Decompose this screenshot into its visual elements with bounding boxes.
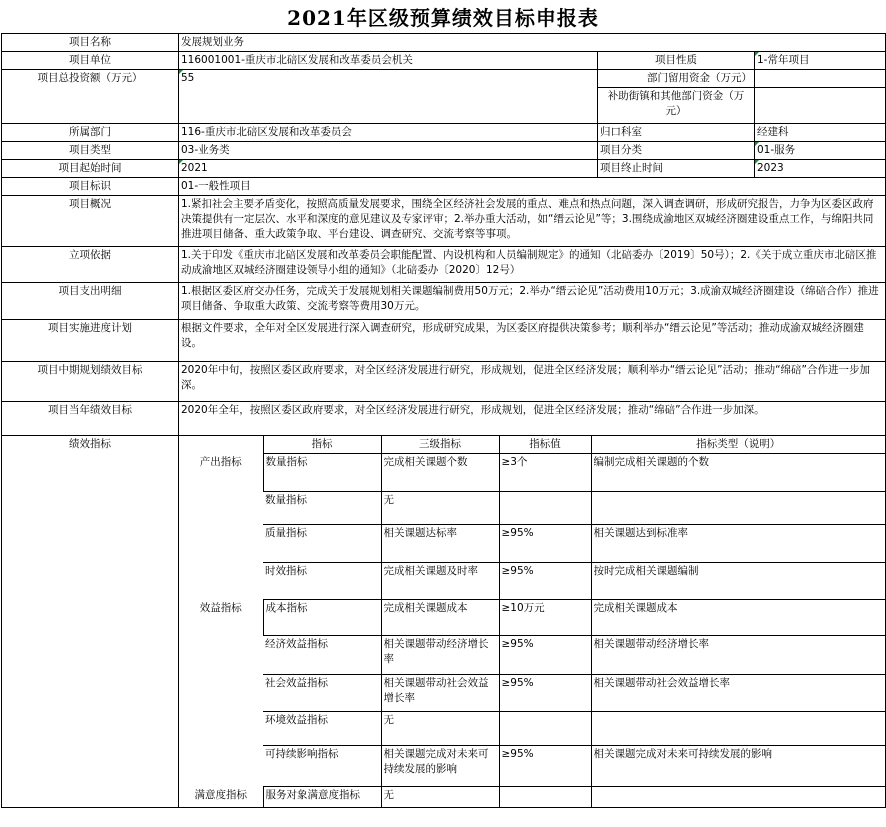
office-label: 归口科室: [598, 124, 755, 142]
overview-value: 1.紧扣社会主要矛盾变化，按照高质量发展要求，围绕全区经济社会发展的重点、难点和热点问题，深入调查调研，形成研究报告，力争为区委区政府决策提供有一定层次、水平和深度的意见建议及专家评审；2.举办重大活动，如“缙云论见”等；3.围绕成渝地区双城经济圈建设重点工作，与绵阳共同推进项目储备、重大政策争取、平台建设、调查研究、交流考察等事项。: [179, 196, 886, 247]
identifier-value: 01-一般性项目: [179, 178, 886, 196]
indicators-label: 绩效指标: [2, 436, 179, 808]
indicators-header-row: [179, 436, 885, 454]
basis-label: 立项依据: [2, 247, 179, 283]
indicator-secondary: 社会效益指标: [263, 675, 381, 712]
project-type-value: 03-业务类: [179, 142, 598, 160]
project-nature-value: 1-常年项目: [755, 52, 886, 70]
indicator-value: ≥95%: [499, 675, 591, 712]
mid-goal-label: 项目中期规划绩效目标: [2, 362, 179, 402]
indicator-row: [179, 712, 885, 746]
indicator-value: ≥3个: [499, 454, 591, 492]
office-value: 经建科: [755, 124, 886, 142]
indicator-row: [179, 492, 885, 525]
indicator-value: [499, 712, 591, 746]
year-goal-label: 项目当年绩效目标: [2, 402, 179, 436]
dept-retained-value: [755, 70, 886, 88]
basis-value: 1.关于印发《重庆市北碚区发展和改革委员会职能配置、内设机构和人员编制规定》的通知（北碚委办〔2019〕50号）；2.《关于成立重庆市北碚区推动成渝地区双城经济圈建设领导小组的通知》（北碚委办〔2020〕12号）: [179, 247, 886, 283]
dept-retained-label: 部门留用资金（万元）: [598, 70, 755, 88]
indicators-table: [179, 436, 885, 807]
indicator-value: ≥95%: [499, 563, 591, 600]
indicator-row: [179, 600, 885, 636]
indicator-header-secondary: 指标: [263, 436, 381, 454]
indicator-tertiary: 无: [381, 492, 499, 525]
indicators-cell: [179, 436, 886, 808]
indicator-tertiary: 相关课题带动经济增长率: [381, 636, 499, 675]
indicator-desc: 按时完成相关课题编制: [591, 563, 885, 600]
page-title: 2021年区级预算绩效目标申报表: [287, 6, 599, 30]
expense-label: 项目支出明细: [2, 283, 179, 320]
declaration-form: [1, 33, 886, 808]
project-name-label: 项目名称: [2, 34, 179, 52]
project-category-label: 项目分类: [598, 142, 755, 160]
start-time-value: 2021: [179, 160, 598, 178]
indicator-tertiary: 相关课题达标率: [381, 525, 499, 563]
indicator-secondary: 经济效益指标: [263, 636, 381, 675]
subsidy-value: [755, 88, 886, 124]
project-name-value: 发展规划业务: [179, 34, 886, 52]
indicator-value: ≥95%: [499, 746, 591, 787]
indicator-group-name: 效益指标: [199, 601, 242, 614]
mid-goal-value: 2020年中旬，按照区委区政府要求，对全区经济发展进行研究，形成规划，促进全区经济发展；顺利举办“缙云论见”活动；推动“绵碚”合作进一步加深。: [179, 362, 886, 402]
indicator-tertiary: 完成相关课题个数: [381, 454, 499, 492]
overview-label: 项目概况: [2, 196, 179, 247]
department-value: 116-重庆市北碚区发展和改革委员会: [179, 124, 598, 142]
indicator-desc: 编制完成相关课题的个数: [591, 454, 885, 492]
indicator-desc: 相关课题带动社会效益增长率: [591, 675, 885, 712]
total-investment-label: 项目总投资额（万元）: [2, 70, 179, 124]
indicator-header-desc: 指标类型（说明）: [591, 436, 885, 454]
year-goal-value: 2020年全年，按照区委区政府要求，对全区经济发展进行研究，形成规划，促进全区经济发展；推动“绵碚”合作进一步加深。: [179, 402, 886, 436]
indicator-row: [179, 746, 885, 787]
project-type-label: 项目类型: [2, 142, 179, 160]
indicator-tertiary: 无: [381, 712, 499, 746]
indicator-value: [499, 492, 591, 525]
indicator-desc: 相关课题完成对未来可持续发展的影响: [591, 746, 885, 787]
indicator-tertiary: 完成相关课题成本: [381, 600, 499, 636]
indicator-tertiary: 完成相关课题及时率: [381, 563, 499, 600]
department-label: 所属部门: [2, 124, 179, 142]
indicator-value: ≥10万元: [499, 600, 591, 636]
indicator-header-value: 指标值: [499, 436, 591, 454]
indicator-group-name: 产出指标: [199, 455, 242, 468]
indicator-secondary: 时效指标: [263, 563, 381, 600]
end-time-label: 项目终止时间: [598, 160, 755, 178]
indicator-secondary: 成本指标: [263, 600, 381, 636]
indicator-secondary: 环境效益指标: [263, 712, 381, 746]
project-unit-label: 项目单位: [2, 52, 179, 70]
indicator-value: ≥95%: [499, 525, 591, 563]
indicator-row: [179, 787, 885, 807]
indicator-value: ≥95%: [499, 636, 591, 675]
indicator-tertiary: 相关课题完成对未来可持续发展的影响: [381, 746, 499, 787]
expense-value: 1.根据区委区府交办任务，完成关于发展规划相关课题编制费用50万元；2.举办“缙云论见”活动费用10万元；3.成渝双城经济圈建设（绵碚合作）推进项目储备、争取重大政策、交流考察等费用30万元。: [179, 283, 886, 320]
end-time-value: 2023: [755, 160, 886, 178]
indicator-row: [179, 636, 885, 675]
indicator-row: [179, 563, 885, 600]
indicator-tertiary: 无: [381, 787, 499, 807]
indicator-desc: [591, 712, 885, 746]
subsidy-label: 补助街镇和其他部门资金（万元）: [598, 88, 755, 124]
indicator-value: [499, 787, 591, 807]
project-unit-value: 116001001-重庆市北碚区发展和改革委员会机关: [179, 52, 598, 70]
indicator-row: [179, 454, 885, 492]
indicator-secondary: 服务对象满意度指标: [263, 787, 381, 807]
total-investment-value: 55: [179, 70, 598, 124]
indicator-row: [179, 525, 885, 563]
plan-label: 项目实施进度计划: [2, 320, 179, 362]
indicator-secondary: 数量指标: [263, 492, 381, 525]
indicator-desc: 相关课题达到标准率: [591, 525, 885, 563]
indicator-header-tertiary: 三级指标: [381, 436, 499, 454]
start-time-label: 项目起始时间: [2, 160, 179, 178]
indicator-desc: [591, 492, 885, 525]
project-category-value: 01-服务: [755, 142, 886, 160]
indicator-row: [179, 675, 885, 712]
indicator-desc: 相关课题带动经济增长率: [591, 636, 885, 675]
identifier-label: 项目标识: [2, 178, 179, 196]
project-nature-label: 项目性质: [598, 52, 755, 70]
indicator-header-blank: [179, 436, 263, 454]
indicator-secondary: 质量指标: [263, 525, 381, 563]
indicator-desc: [591, 787, 885, 807]
indicator-tertiary: 相关课题带动社会效益增长率: [381, 675, 499, 712]
indicator-secondary: 数量指标: [263, 454, 381, 492]
plan-value: 根据文件要求，全年对全区发展进行深入调查研究，形成研究成果，为区委区府提供决策参考；顺利举办“缙云论见”等活动；推动成渝双城经济圈建设。: [179, 320, 886, 362]
indicator-group-name: 满意度指标: [194, 788, 247, 801]
indicator-secondary: 可持续影响指标: [263, 746, 381, 787]
indicator-desc: 完成相关课题成本: [591, 600, 885, 636]
